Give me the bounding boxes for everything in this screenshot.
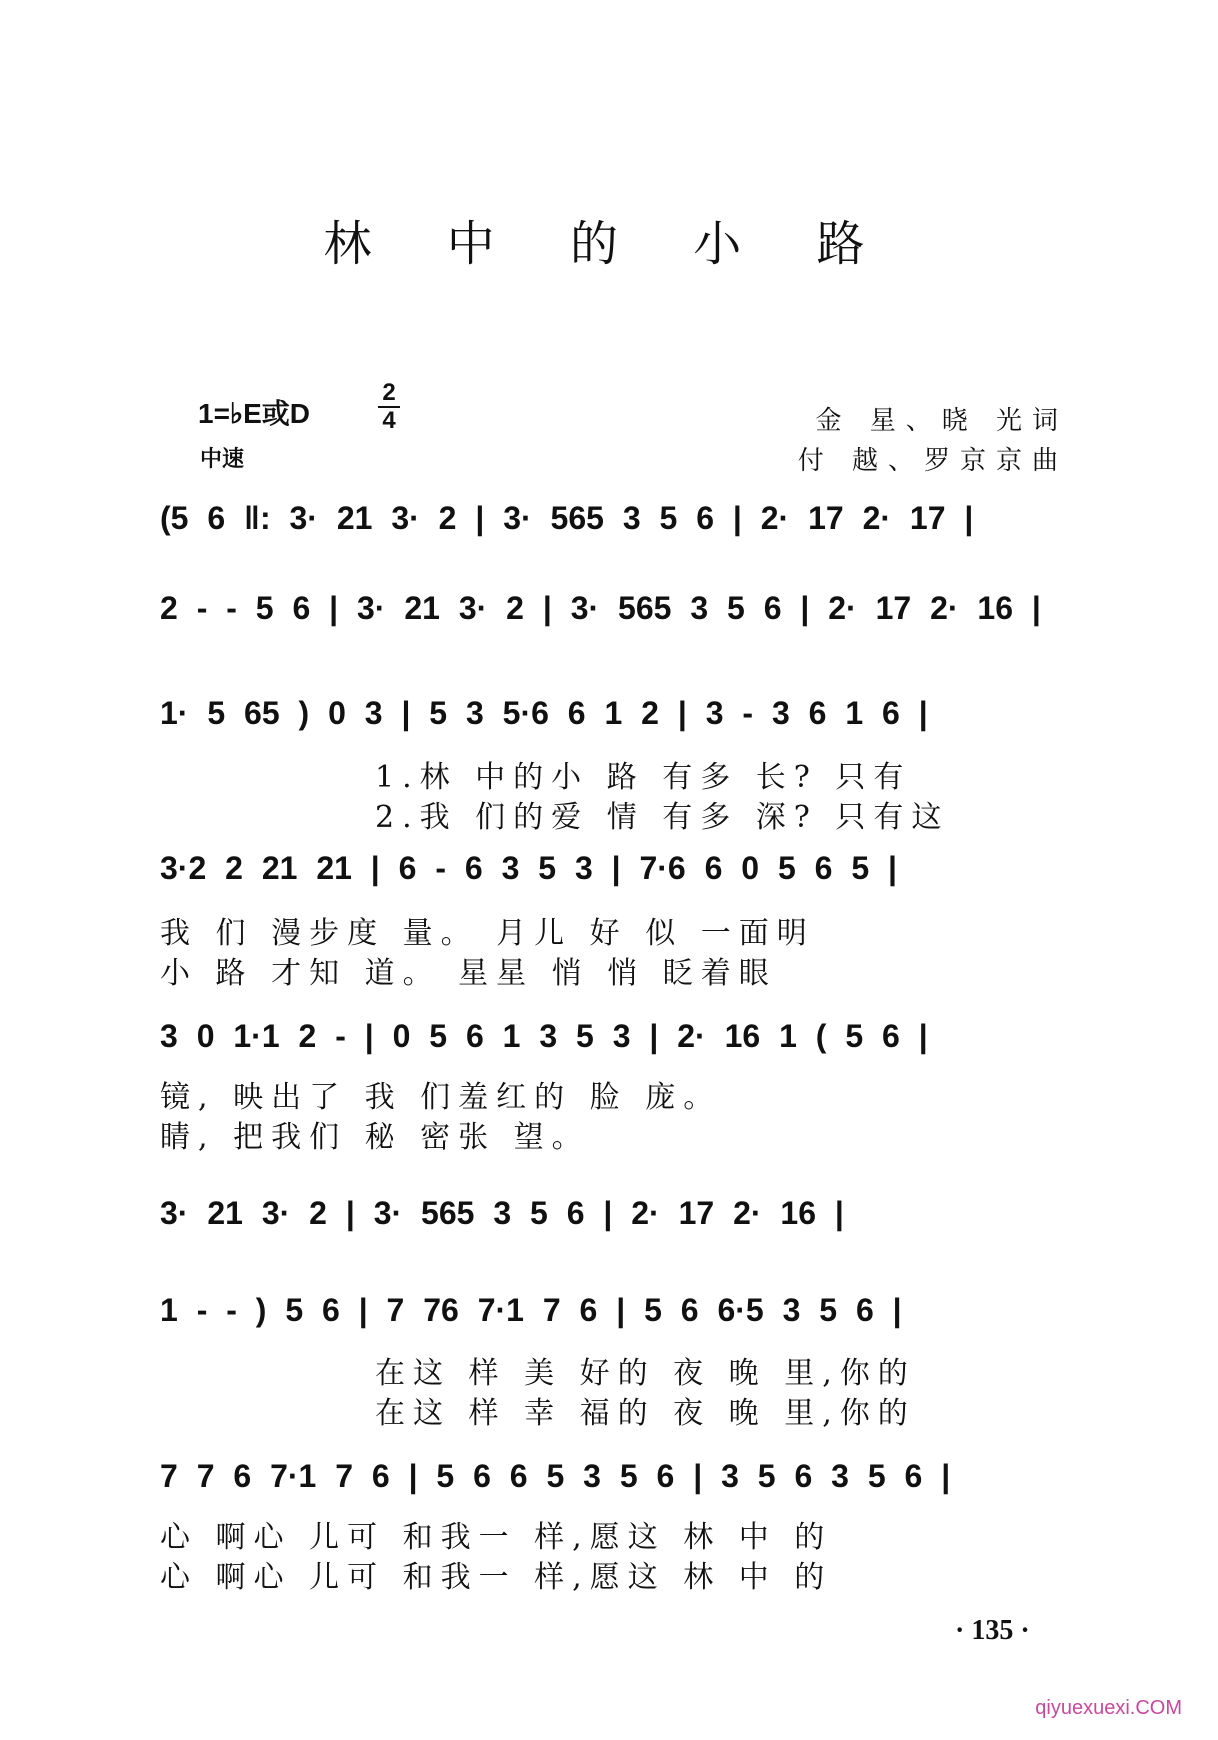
score-line-7 <box>160 1292 1080 1336</box>
score-notes: 7 7 6 7·1 7 6 | 5 6 6 5 3 5 6 | 3 5 6 3 5 6 | <box>160 1458 951 1494</box>
score-line-1 <box>160 500 1080 544</box>
score-notes: 1· 5 65 ) 0 3 | 5 3 5·6 6 1 2 | 3 - 3 6 1 6 | <box>160 695 928 731</box>
site-watermark: qiyuexuexi.COM <box>1035 1697 1182 1719</box>
lyric-line-3: 我 们 漫步度 量。 月儿 好 似 一面明 <box>160 916 815 951</box>
lyric-line-7: 在这 样 美 好的 夜 晚 里,你的 <box>375 1356 916 1391</box>
time-top: 2 <box>382 379 396 406</box>
lyric-line-10: 心 啊心 儿可 和我一 样,愿这 林 中 的 <box>160 1560 833 1595</box>
tempo-marking: 中速 <box>200 447 245 472</box>
score-line-5 <box>160 1018 1080 1062</box>
lyric-line-2: 2.我 们的爱 情 有多 深? 只有这 <box>375 800 950 835</box>
time-bottom: 4 <box>378 406 400 434</box>
time-signature <box>378 380 400 434</box>
lyric-line-5: 镜, 映出了 我 们羞红的 脸 庞。 <box>160 1080 722 1115</box>
lyric-line-4: 小 路 才知 道。 星星 悄 悄 眨着眼 <box>160 956 777 991</box>
score-line-8 <box>160 1458 1080 1502</box>
lyric-line-6: 睛, 把我们 秘 密张 望。 <box>160 1120 590 1155</box>
score-notes: 1 - - ) 5 6 | 7 76 7·1 7 6 | 5 6 6·5 3 5 6 | <box>160 1292 902 1328</box>
score-notes: 3 0 1·1 2 - | 0 5 6 1 3 5 3 | 2· 16 1 ( 5 6 | <box>160 1018 928 1054</box>
score-line-3 <box>160 695 1080 739</box>
lyric-line-9: 心 啊心 儿可 和我一 样,愿这 林 中 的 <box>160 1520 833 1555</box>
song-title: 林 中 的 小 路 <box>323 216 895 272</box>
lyricist-credit: 金 星、晓 光词 <box>815 406 1068 436</box>
score-notes: 3· 21 3· 2 | 3· 565 3 5 6 | 2· 17 2· 16 | <box>160 1195 844 1231</box>
score-notes: (5 6 ‖: 3· 21 3· 2 | 3· 565 3 5 6 | 2· 17 2· 17 | <box>160 500 974 536</box>
score-line-2 <box>160 590 1080 634</box>
lyric-line-1: 1.林 中的小 路 有多 长? 只有 <box>375 760 912 795</box>
score-line-6 <box>160 1195 1080 1239</box>
score-line-4 <box>160 850 1080 894</box>
score-notes: 2 - - 5 6 | 3· 21 3· 2 | 3· 565 3 5 6 | 2· 17 2· 16 | <box>160 590 1041 626</box>
composer-credit: 付 越、罗京京曲 <box>797 446 1068 476</box>
page-number: · 135 · <box>955 1615 1030 1646</box>
key-signature: 1=♭E或D <box>198 398 311 429</box>
score-notes: 3·2 2 21 21 | 6 - 6 3 5 3 | 7·6 6 0 5 6 5 | <box>160 850 897 886</box>
lyric-line-8: 在这 样 幸 福的 夜 晚 里,你的 <box>375 1396 916 1431</box>
